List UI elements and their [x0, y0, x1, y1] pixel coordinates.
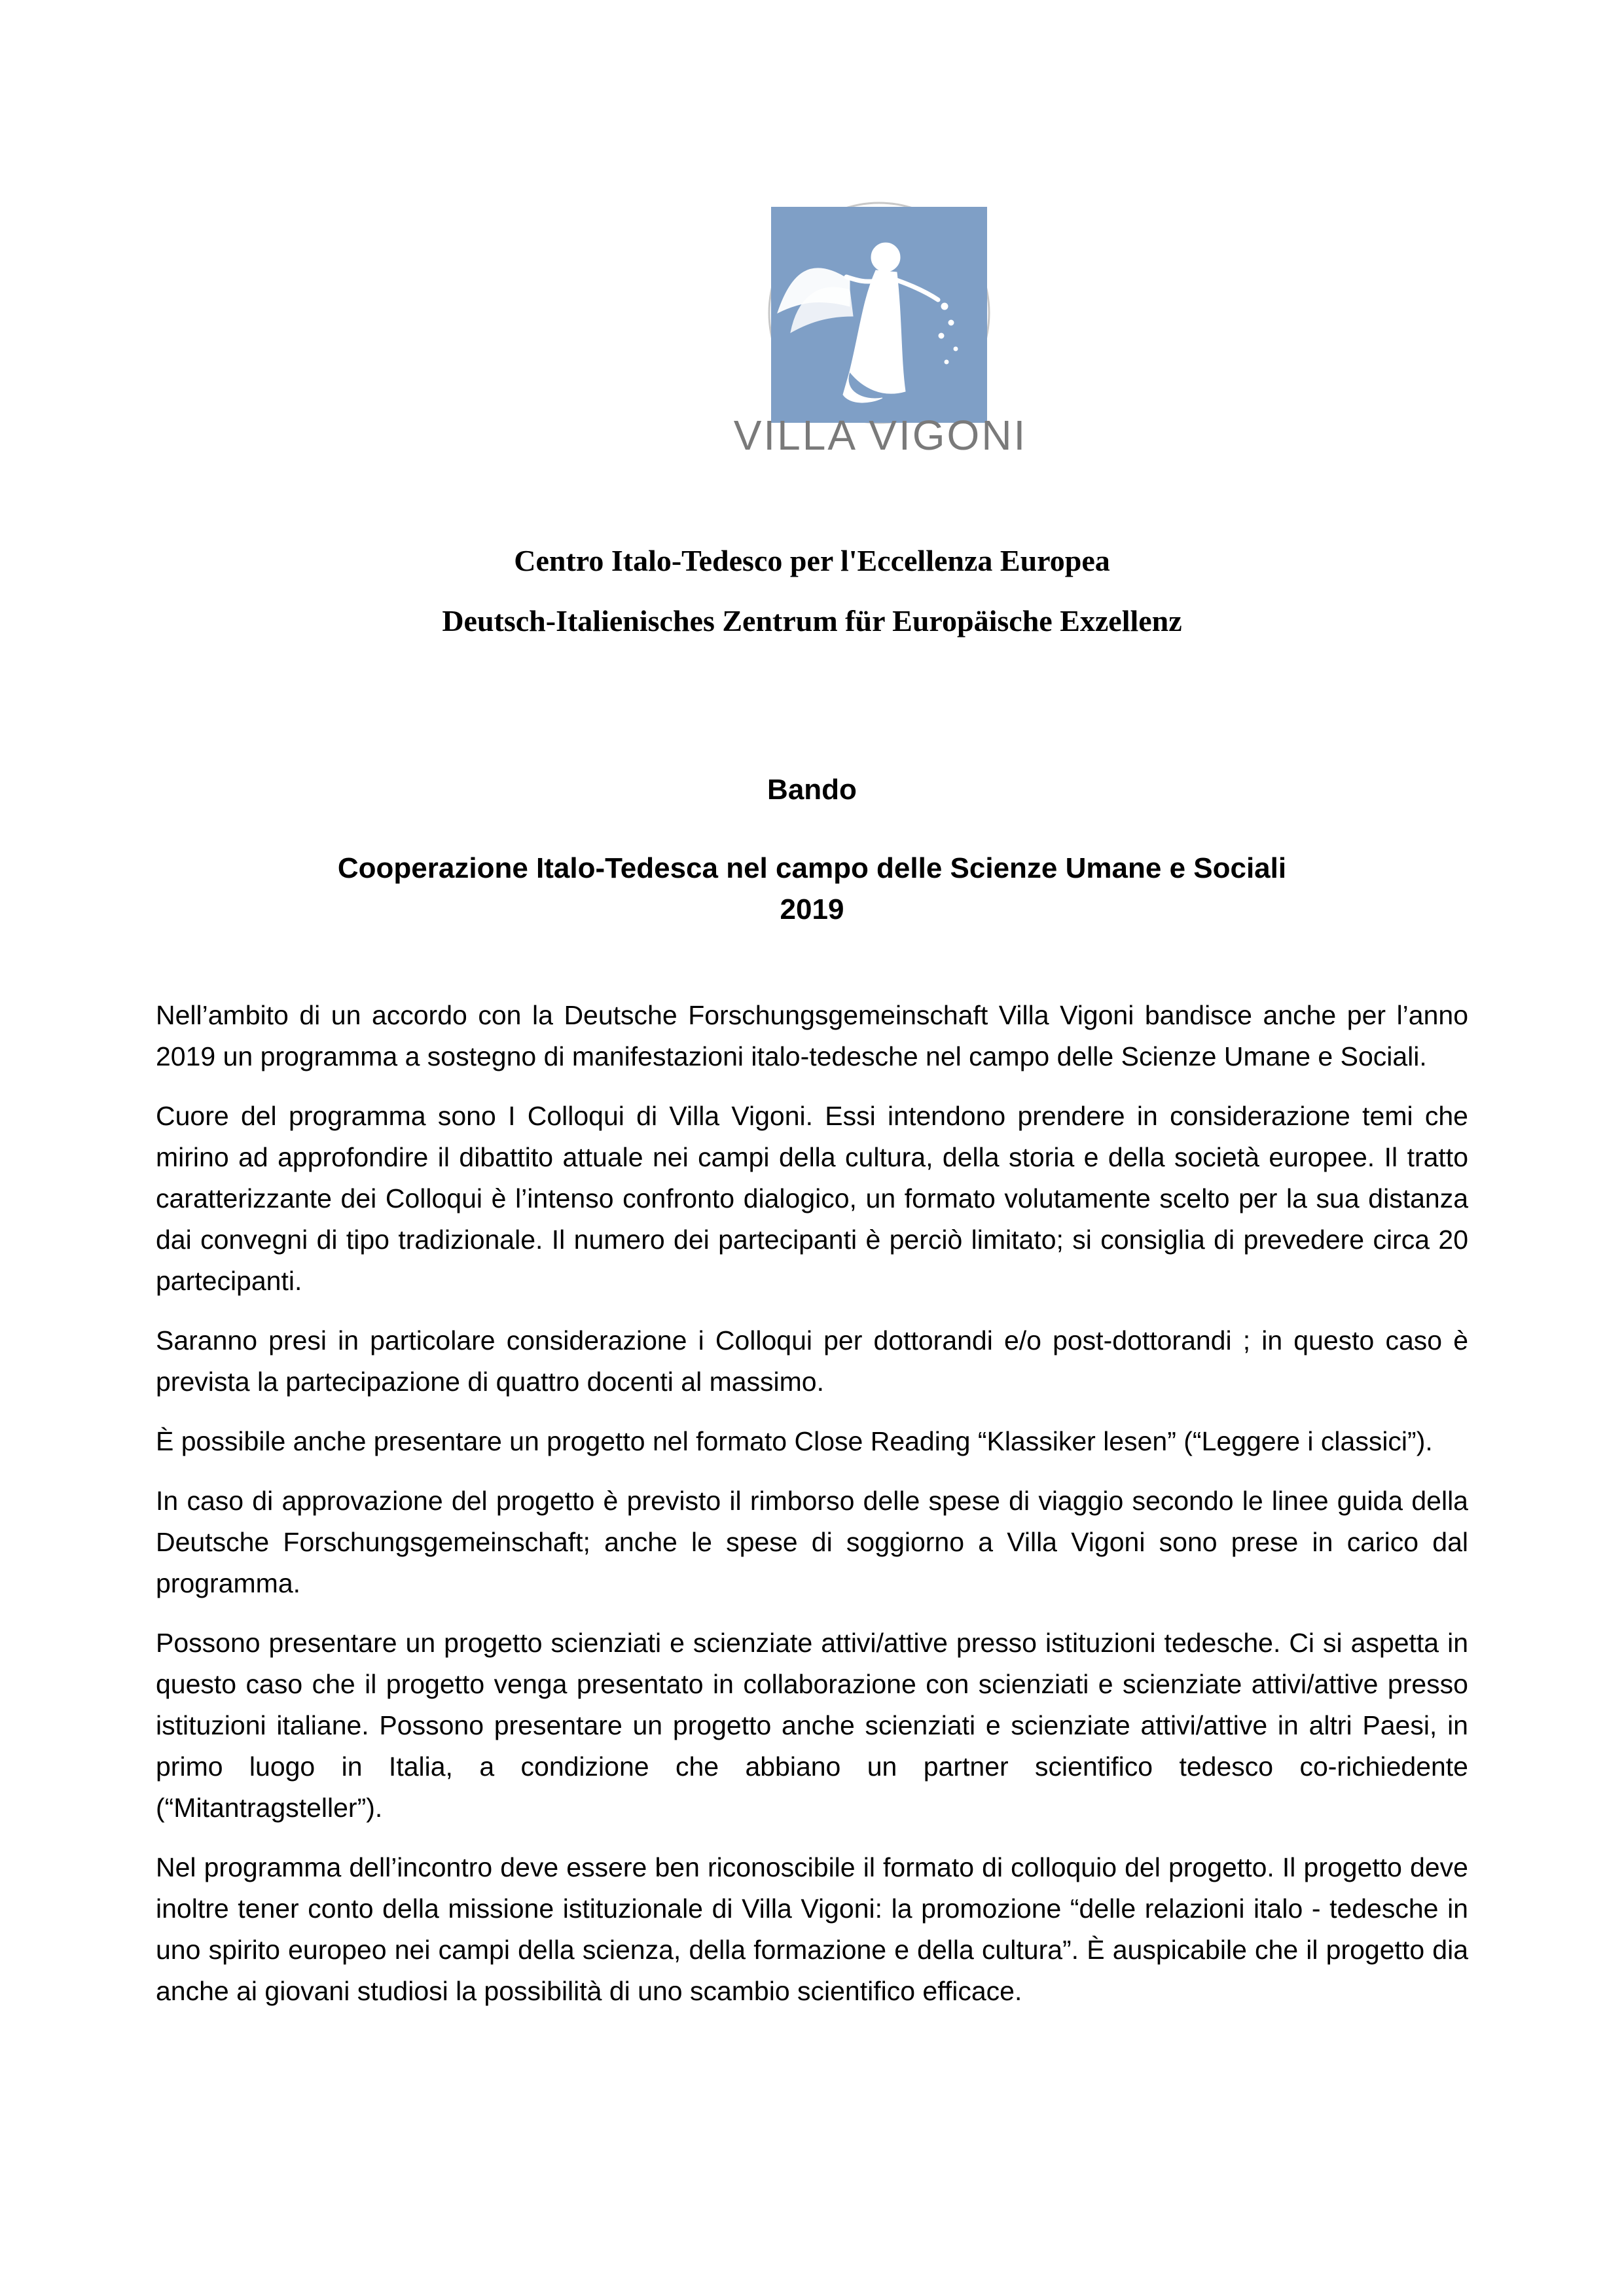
body-paragraph: In caso di approvazione del progetto è previsto il rimborso delle spese di viaggio secondo le linee guida della Deutsche Forschungsgemeinschaft; anche le spese di soggiorno a Villa Vigoni sono prese in carico dal programma.: [156, 1486, 1468, 1598]
body-paragraph: Cuore del programma sono I Colloqui di Villa Vigoni. Essi intendono prendere in considerazione temi che mirino ad approfondire il dibattito attuale nei campi della cultura, della storia e della società europee. Il tratto caratterizzante dei Colloqui è l’intenso confronto dialogico, un formato volutamente scelto per la sua distanza dai convegni di tipo tradizionale. Il numero dei partecipanti è perciò limitato; si consiglia di prevedere circa 20 partecipanti.: [156, 1101, 1468, 1296]
body-paragraph: Saranno presi in particolare considerazione i Colloqui per dottorandi e/o post-dottorandi ; in questo caso è prevista la partecipazione di quattro docenti al massimo.: [156, 1325, 1468, 1397]
institution-name-italian: Centro Italo-Tedesco per l'Eccellenza Europea: [514, 544, 1110, 577]
body-paragraph: Nel programma dell’incontro deve essere ben riconoscibile il formato di colloquio del progetto. Il progetto deve inoltre tener conto della missione istituzionale di Villa Vigoni: la promozione “delle relazioni italo - tedesche in uno spirito europeo nei campi della scienza, della formazione e della cultura”. È auspicabile che il progetto dia anche ai giovani studiosi la possibilità di uno scambio scientifico efficace.: [156, 1852, 1468, 2006]
body-paragraph: È possibile anche presentare un progetto nel formato Close Reading “Klassiker lesen” (“Leggere i classici”).: [156, 1426, 1433, 1456]
document-heading: Bando: [767, 774, 857, 806]
document-body: [156, 995, 1468, 2030]
document-year: 2019: [780, 893, 844, 925]
logo-text: VILLA VIGONI: [733, 412, 1028, 459]
institution-name-german: Deutsch-Italienisches Zentrum für Europäische Exzellenz: [442, 604, 1182, 637]
document-subheading: Cooperazione Italo-Tedesca nel campo delle Scienze Umane e Sociali: [337, 852, 1287, 884]
body-paragraph: Possono presentare un progetto scienziati e scienziate attivi/attive presso istituzioni tedesche. Ci si aspetta in questo caso che il progetto venga presentato in collaborazione con scienziati e scienziate attivi/attive presso istituzioni italiane. Possono presentare un progetto anche scienziati e scienziate attivi/attive in altri Paesi, in primo luogo in Italia, a condizione che abbiano un partner scientifico tedesco co-richiedente (“Mitantragsteller”).: [156, 1628, 1468, 1823]
body-paragraph: Nell’ambito di un accordo con la Deutsche Forschungsgemeinschaft Villa Vigoni bandisce anche per l’anno 2019 un programma a sostegno di manifestazioni italo-tedesche nel campo delle Scienze Umane e Sociali.: [156, 1000, 1468, 1071]
